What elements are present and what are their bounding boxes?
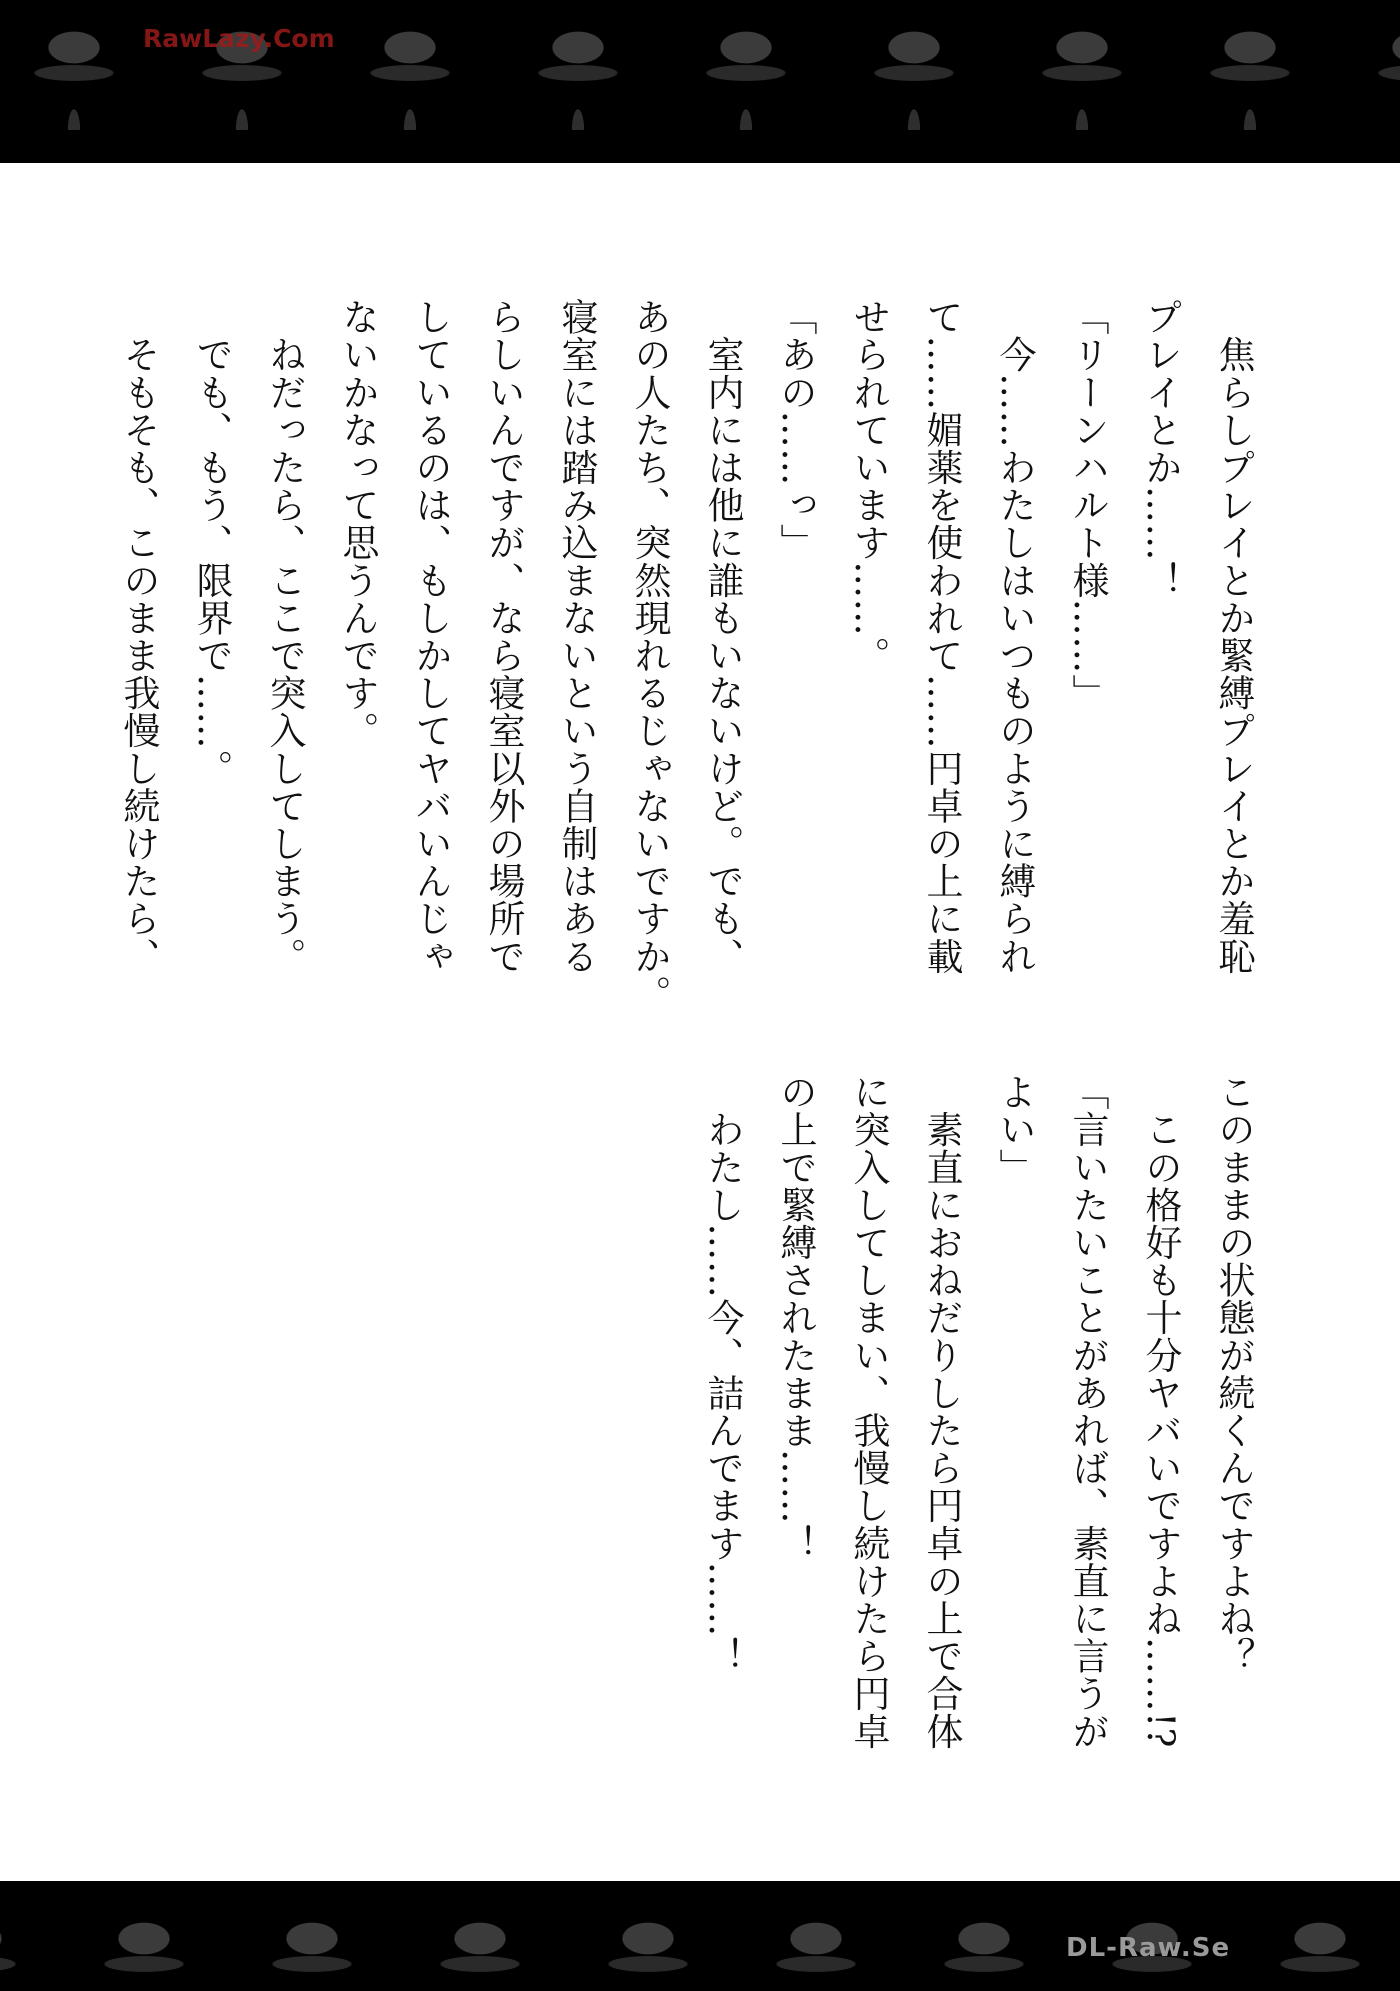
text-line: に突入してしまい、我慢し続けたら円卓 — [847, 1073, 890, 1750]
text-line: 「あの……っ」 — [774, 298, 817, 562]
text-line: このままの状態が続くんですよね？ — [1212, 1073, 1255, 1675]
text-line: 寝室には踏み込まないという自制はある — [555, 298, 598, 975]
text-line: プレイとか……！ — [1139, 298, 1182, 599]
text-line: そもそも、このまま我慢し続けたら、 — [117, 298, 160, 975]
text-line: あの人たち、突然現れるじゃないですか。 — [628, 298, 671, 1013]
watermark-top: RawLazy.Com — [143, 24, 335, 53]
text-block-lower — [686, 1073, 1270, 1750]
text-line: でも、もう、限界で……。 — [190, 298, 233, 787]
text-line: 焦らしプレイとか緊縛プレイとか羞恥 — [1212, 298, 1255, 975]
text-line: しているのは、もしかしてヤバいんじゃ — [409, 298, 452, 975]
watermark-bottom: DL-Raw.Se — [1066, 1933, 1231, 1963]
text-line: て……媚薬を使われて……円卓の上に載 — [920, 298, 963, 975]
text-block-upper — [102, 298, 1270, 1012]
text-line: せられています……。 — [847, 298, 890, 674]
text-line: 「リーンハルト様……」 — [1066, 298, 1109, 712]
text-line: 室内には他に誰もいないけど。でも、 — [701, 298, 744, 975]
text-line: らしいんですが、なら寝室以外の場所で — [482, 298, 525, 975]
text-line: よい」 — [993, 1073, 1036, 1186]
text-line: ねだったら、ここで突入してしまう。 — [263, 298, 306, 975]
text-line: の上で緊縛されたまま……！ — [774, 1073, 817, 1562]
text-line: わたし……今、詰んでます……！ — [701, 1073, 744, 1675]
text-line: 素直におねだりしたら円卓の上で合体 — [920, 1073, 963, 1750]
text-line: この格好も十分ヤバいですよね……!? — [1139, 1073, 1182, 1749]
text-line: 「言いたいことがあれば、素直に言うが — [1066, 1073, 1109, 1750]
text-line: ないかなって思うんです。 — [336, 298, 379, 750]
text-line: 今……わたしはいつものように縛られ — [993, 298, 1036, 975]
